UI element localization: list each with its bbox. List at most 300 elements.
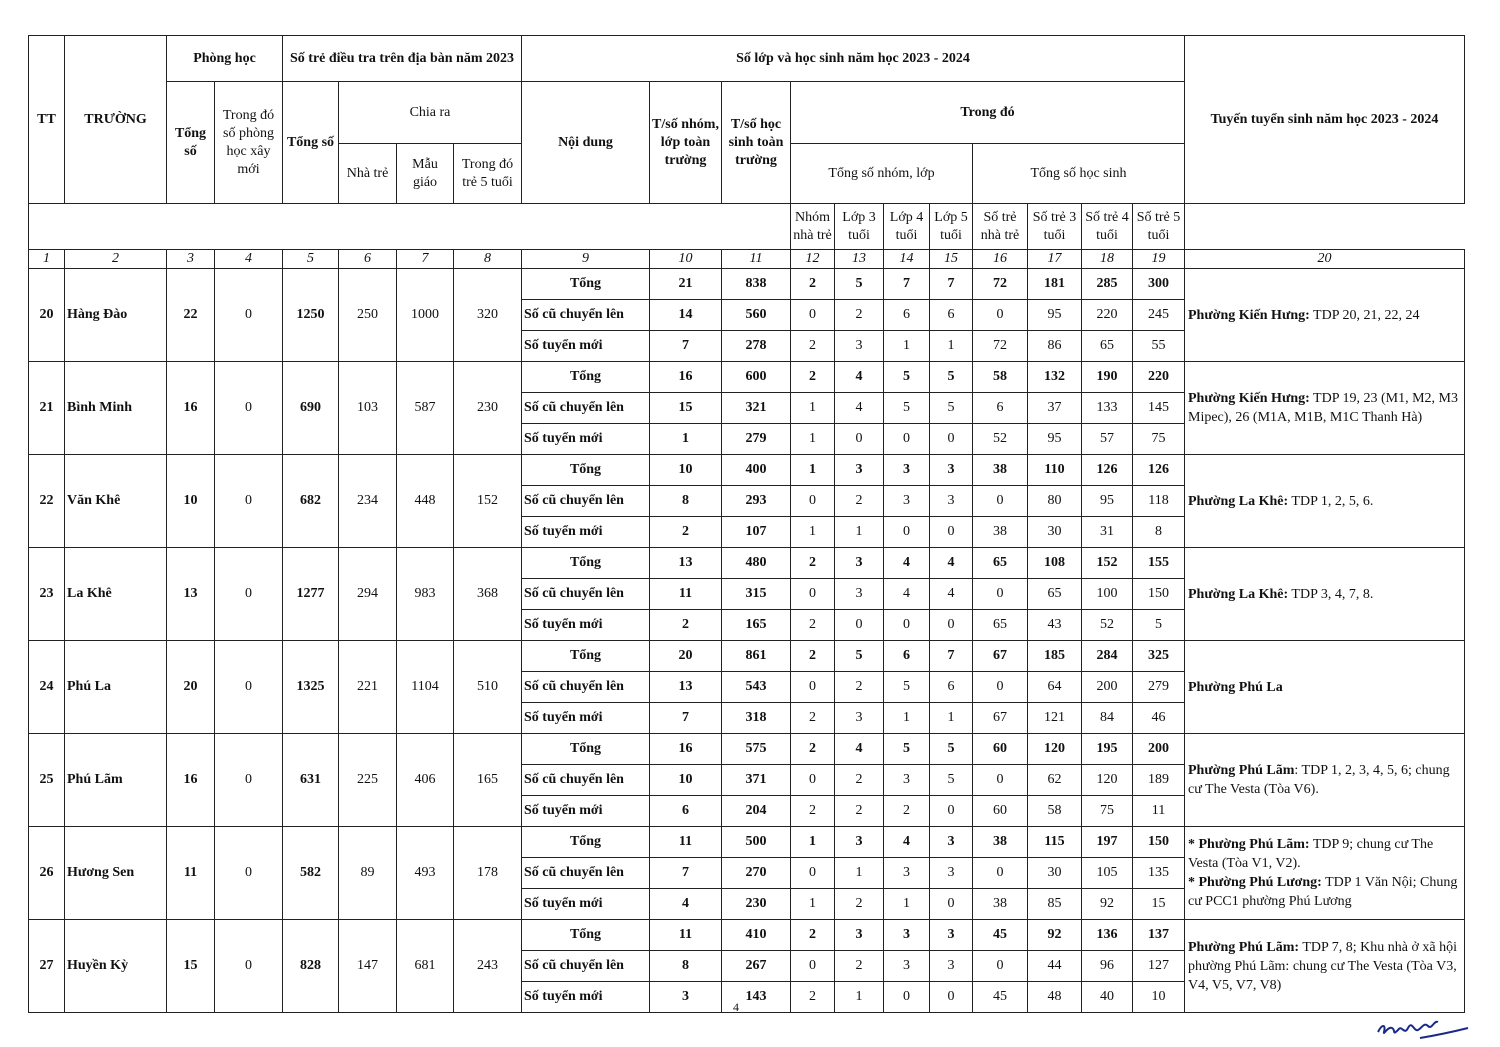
cell-value: 4 (835, 734, 884, 765)
cell-value: 84 (1082, 703, 1133, 734)
children-nha-tre: 294 (339, 548, 397, 641)
cell-value: 5 (930, 765, 973, 796)
header-so-tre-dieu-tra: Số trẻ điều tra trên địa bàn năm 2023 (283, 36, 522, 82)
cell-value: 245 (1133, 300, 1185, 331)
rooms-new: 0 (215, 362, 283, 455)
col-number: 2 (65, 250, 167, 269)
row-label: Số cũ chuyển lên (522, 858, 650, 889)
enrollment-table-sheet (28, 35, 1464, 1003)
enrollment-area (1185, 455, 1465, 548)
rooms-new: 0 (215, 827, 283, 920)
row-label: Số cũ chuyển lên (522, 579, 650, 610)
cell-value: 0 (930, 982, 973, 1013)
cell-value: 72 (973, 331, 1028, 362)
header-lop4: Lớp 4 tuổi (884, 204, 930, 250)
cell-value: 0 (835, 610, 884, 641)
children-mau-giao: 448 (397, 455, 454, 548)
row-label: Số tuyển mới (522, 982, 650, 1013)
col-number: 5 (283, 250, 339, 269)
enrollment-area (1185, 734, 1465, 827)
cell-value: 72 (973, 269, 1028, 300)
children-five: 243 (454, 920, 522, 1013)
cell-value: 85 (1028, 889, 1082, 920)
area-ward: Phường Kiến Hưng: (1188, 391, 1310, 406)
cell-value: 8 (1133, 517, 1185, 548)
school-number: 21 (29, 362, 65, 455)
area-detail: : TDP 1, 2, 3, 4, 5, 6; chung cư The Vesta (Tòa V6). (1188, 763, 1450, 797)
cell-value: 3 (835, 331, 884, 362)
header-rooms-total: Tổng số (167, 82, 215, 204)
cell-value: 0 (930, 610, 973, 641)
cell-value: 11 (650, 579, 722, 610)
cell-value: 135 (1133, 858, 1185, 889)
children-total: 682 (283, 455, 339, 548)
cell-value: 38 (973, 455, 1028, 486)
school-name: Phú La (65, 641, 167, 734)
cell-value: 92 (1082, 889, 1133, 920)
rooms-new: 0 (215, 269, 283, 362)
row-label: Số tuyển mới (522, 517, 650, 548)
cell-value: 293 (722, 486, 791, 517)
header-trong-do-5tuoi: Trong đó trẻ 5 tuổi (454, 144, 522, 204)
cell-value: 15 (650, 393, 722, 424)
children-mau-giao: 587 (397, 362, 454, 455)
cell-value: 2 (835, 765, 884, 796)
children-mau-giao: 1000 (397, 269, 454, 362)
cell-value: 325 (1133, 641, 1185, 672)
header-ts-hs: T/số học sinh toàn trường (722, 82, 791, 204)
cell-value: 2 (791, 703, 835, 734)
row-label: Tổng (522, 641, 650, 672)
cell-value: 100 (1082, 579, 1133, 610)
school-name: Hàng Đào (65, 269, 167, 362)
rooms-total: 16 (167, 362, 215, 455)
cell-value: 5 (930, 734, 973, 765)
cell-value: 120 (1082, 765, 1133, 796)
cell-value: 16 (650, 362, 722, 393)
children-nha-tre: 89 (339, 827, 397, 920)
cell-value: 6 (884, 641, 930, 672)
cell-value: 3 (835, 455, 884, 486)
school-name: Phú Lãm (65, 734, 167, 827)
cell-value: 3 (835, 920, 884, 951)
cell-value: 3 (650, 982, 722, 1013)
cell-value: 4 (930, 579, 973, 610)
cell-value: 55 (1133, 331, 1185, 362)
cell-value: 4 (930, 548, 973, 579)
col-number: 4 (215, 250, 283, 269)
children-mau-giao: 681 (397, 920, 454, 1013)
cell-value: 195 (1082, 734, 1133, 765)
header-tong-so-hs: Tổng số học sinh (973, 144, 1185, 204)
school-number: 20 (29, 269, 65, 362)
cell-value: 7 (650, 858, 722, 889)
header-lop5: Lớp 5 tuổi (930, 204, 973, 250)
cell-value: 0 (884, 982, 930, 1013)
header-ts-nhom: T/số nhóm, lớp toàn trường (650, 82, 722, 204)
cell-value: 64 (1028, 672, 1082, 703)
row-label: Tổng (522, 548, 650, 579)
rooms-total: 20 (167, 641, 215, 734)
cell-value: 2 (791, 331, 835, 362)
header-phong-hoc: Phòng học (167, 36, 283, 82)
cell-value: 38 (973, 827, 1028, 858)
cell-value: 107 (722, 517, 791, 548)
table-row (29, 827, 1465, 858)
header-nha-tre: Nhà trẻ (339, 144, 397, 204)
cell-value: 65 (973, 610, 1028, 641)
cell-value: 5 (835, 269, 884, 300)
school-name: Huyền Kỳ (65, 920, 167, 1013)
cell-value: 4 (884, 827, 930, 858)
cell-value: 197 (1082, 827, 1133, 858)
area-detail: TDP 7, 8; Khu nhà ở xã hội phường Phú Lãm: chung cư The Vesta (Tòa V3, V4, V5, V7, V8) (1188, 939, 1457, 993)
cell-value: 3 (835, 827, 884, 858)
cell-value: 3 (884, 858, 930, 889)
table-row (29, 269, 1465, 300)
header-chia-ra: Chia ra (339, 82, 522, 144)
area-detail: TDP 1 Văn Nội; Chung cư PCC1 phường Phú Lương (1188, 875, 1458, 909)
col-number: 8 (454, 250, 522, 269)
cell-value: 3 (884, 765, 930, 796)
area-ward: Phường Kiến Hưng: (1188, 307, 1310, 323)
cell-value: 3 (835, 548, 884, 579)
col-number: 12 (791, 250, 835, 269)
col-number: 1 (29, 250, 65, 269)
cell-value: 185 (1028, 641, 1082, 672)
row-label: Tổng (522, 362, 650, 393)
cell-value: 14 (650, 300, 722, 331)
cell-value: 1 (791, 889, 835, 920)
header-tre4: Số trẻ 4 tuổi (1082, 204, 1133, 250)
row-label: Số tuyển mới (522, 703, 650, 734)
cell-value: 1 (791, 455, 835, 486)
school-name: Hương Sen (65, 827, 167, 920)
cell-value: 105 (1082, 858, 1133, 889)
cell-value: 2 (650, 610, 722, 641)
cell-value: 7 (930, 269, 973, 300)
cell-value: 13 (650, 548, 722, 579)
cell-value: 838 (722, 269, 791, 300)
cell-value: 7 (884, 269, 930, 300)
cell-value: 1 (930, 331, 973, 362)
table-row (29, 548, 1465, 579)
cell-value: 220 (1082, 300, 1133, 331)
cell-value: 120 (1028, 734, 1082, 765)
cell-value: 65 (1082, 331, 1133, 362)
school-number: 25 (29, 734, 65, 827)
cell-value: 150 (1133, 827, 1185, 858)
cell-value: 60 (973, 734, 1028, 765)
cell-value: 5 (1133, 610, 1185, 641)
row-label: Tổng (522, 455, 650, 486)
cell-value: 30 (1028, 517, 1082, 548)
cell-value: 190 (1082, 362, 1133, 393)
area-ward: * Phường Phú Lương: (1188, 875, 1322, 890)
cell-value: 575 (722, 734, 791, 765)
row-label: Số cũ chuyển lên (522, 765, 650, 796)
area-ward: Phường La Khê: (1188, 493, 1289, 509)
cell-value: 137 (1133, 920, 1185, 951)
col-number: 7 (397, 250, 454, 269)
header-trong-do: Trong đó (791, 82, 1185, 144)
col-number: 6 (339, 250, 397, 269)
children-total: 690 (283, 362, 339, 455)
cell-value: 8 (650, 486, 722, 517)
cell-value: 0 (973, 765, 1028, 796)
cell-value: 108 (1028, 548, 1082, 579)
children-five: 320 (454, 269, 522, 362)
cell-value: 6 (650, 796, 722, 827)
enrollment-area (1185, 827, 1465, 920)
cell-value: 152 (1082, 548, 1133, 579)
cell-value: 0 (791, 579, 835, 610)
cell-value: 2 (791, 734, 835, 765)
school-name: La Khê (65, 548, 167, 641)
cell-value: 3 (930, 951, 973, 982)
cell-value: 2 (791, 269, 835, 300)
cell-value: 200 (1082, 672, 1133, 703)
school-number: 24 (29, 641, 65, 734)
cell-value: 200 (1133, 734, 1185, 765)
cell-value: 155 (1133, 548, 1185, 579)
cell-value: 3 (930, 858, 973, 889)
cell-value: 0 (973, 579, 1028, 610)
rooms-new: 0 (215, 548, 283, 641)
cell-value: 5 (884, 362, 930, 393)
cell-value: 410 (722, 920, 791, 951)
cell-value: 5 (884, 393, 930, 424)
cell-value: 57 (1082, 424, 1133, 455)
row-label: Số cũ chuyển lên (522, 486, 650, 517)
cell-value: 861 (722, 641, 791, 672)
children-five: 368 (454, 548, 522, 641)
col-number: 18 (1082, 250, 1133, 269)
row-label: Số tuyển mới (522, 424, 650, 455)
row-label: Số cũ chuyển lên (522, 672, 650, 703)
school-number: 27 (29, 920, 65, 1013)
header-nhom-nha-tre: Nhóm nhà trẻ (791, 204, 835, 250)
cell-value: 13 (650, 672, 722, 703)
cell-value: 480 (722, 548, 791, 579)
cell-value: 45 (973, 920, 1028, 951)
cell-value: 0 (973, 300, 1028, 331)
row-label: Tổng (522, 827, 650, 858)
cell-value: 3 (930, 920, 973, 951)
row-label: Tổng (522, 269, 650, 300)
signature-mark (1372, 1006, 1472, 1046)
cell-value: 1 (835, 982, 884, 1013)
cell-value: 0 (884, 610, 930, 641)
cell-value: 67 (973, 641, 1028, 672)
cell-value: 2 (791, 796, 835, 827)
rooms-new: 0 (215, 641, 283, 734)
cell-value: 5 (930, 362, 973, 393)
header-tre3: Số trẻ 3 tuổi (1028, 204, 1082, 250)
cell-value: 0 (884, 424, 930, 455)
cell-value: 230 (722, 889, 791, 920)
cell-value: 371 (722, 765, 791, 796)
cell-value: 318 (722, 703, 791, 734)
col-number: 16 (973, 250, 1028, 269)
cell-value: 5 (884, 672, 930, 703)
area-ward: Phường Phú Lãm (1188, 763, 1295, 778)
cell-value: 0 (930, 889, 973, 920)
cell-value: 1 (884, 889, 930, 920)
cell-value: 7 (650, 331, 722, 362)
children-five: 165 (454, 734, 522, 827)
cell-value: 58 (973, 362, 1028, 393)
cell-value: 1 (930, 703, 973, 734)
row-label: Số tuyển mới (522, 889, 650, 920)
cell-value: 3 (930, 827, 973, 858)
rooms-new: 0 (215, 920, 283, 1013)
children-total: 1277 (283, 548, 339, 641)
cell-value: 92 (1028, 920, 1082, 951)
children-five: 230 (454, 362, 522, 455)
cell-value: 40 (1082, 982, 1133, 1013)
cell-value: 2 (791, 920, 835, 951)
cell-value: 267 (722, 951, 791, 982)
area-detail: TDP 3, 4, 7, 8. (1288, 586, 1374, 602)
table-row (29, 920, 1465, 951)
table-row (29, 362, 1465, 393)
cell-value: 189 (1133, 765, 1185, 796)
cell-value: 0 (973, 672, 1028, 703)
children-total: 828 (283, 920, 339, 1013)
children-mau-giao: 983 (397, 548, 454, 641)
row-label: Tổng (522, 734, 650, 765)
children-five: 152 (454, 455, 522, 548)
cell-value: 0 (791, 672, 835, 703)
cell-value: 2 (791, 548, 835, 579)
cell-value: 2 (791, 982, 835, 1013)
area-detail: TDP 9; chung cư The Vesta (Tòa V1, V2). (1188, 837, 1434, 871)
school-number: 23 (29, 548, 65, 641)
rooms-total: 11 (167, 827, 215, 920)
cell-value: 8 (650, 951, 722, 982)
cell-value: 16 (650, 734, 722, 765)
cell-value: 127 (1133, 951, 1185, 982)
row-label: Số cũ chuyển lên (522, 951, 650, 982)
cell-value: 75 (1082, 796, 1133, 827)
cell-value: 10 (650, 765, 722, 796)
cell-value: 1 (884, 703, 930, 734)
cell-value: 6 (884, 300, 930, 331)
children-five: 178 (454, 827, 522, 920)
cell-value: 86 (1028, 331, 1082, 362)
cell-value: 75 (1133, 424, 1185, 455)
enrollment-area (1185, 920, 1465, 1013)
area-ward: Phường La Khê: (1188, 586, 1289, 602)
children-total: 582 (283, 827, 339, 920)
school-number: 26 (29, 827, 65, 920)
cell-value: 65 (1028, 579, 1082, 610)
table-row (29, 455, 1465, 486)
enrollment-area (1185, 362, 1465, 455)
cell-value: 2 (835, 796, 884, 827)
cell-value: 4 (835, 393, 884, 424)
cell-value: 300 (1133, 269, 1185, 300)
rooms-new: 0 (215, 734, 283, 827)
cell-value: 2 (835, 889, 884, 920)
cell-value: 3 (884, 486, 930, 517)
children-nha-tre: 103 (339, 362, 397, 455)
area-ward: Phường Phú Lãm: (1188, 939, 1300, 955)
cell-value: 1 (791, 827, 835, 858)
children-total: 631 (283, 734, 339, 827)
col-number: 20 (1185, 250, 1465, 269)
cell-value: 80 (1028, 486, 1082, 517)
cell-value: 500 (722, 827, 791, 858)
cell-value: 2 (791, 641, 835, 672)
cell-value: 126 (1082, 455, 1133, 486)
cell-value: 11 (1133, 796, 1185, 827)
cell-value: 4 (884, 548, 930, 579)
cell-value: 1 (835, 517, 884, 548)
cell-value: 43 (1028, 610, 1082, 641)
area-detail: TDP 19, 23 (M1, M2, M3 Mipec), 26 (M1A, M1B, M1C Thanh Hà) (1188, 391, 1458, 425)
cell-value: 3 (835, 579, 884, 610)
cell-value: 3 (835, 703, 884, 734)
cell-value: 204 (722, 796, 791, 827)
header-mau-giao: Mẫu giáo (397, 144, 454, 204)
cell-value: 315 (722, 579, 791, 610)
cell-value: 133 (1082, 393, 1133, 424)
area-detail: TDP 1, 2, 5, 6. (1288, 493, 1374, 509)
children-nha-tre: 221 (339, 641, 397, 734)
enrollment-table (28, 35, 1465, 1013)
cell-value: 31 (1082, 517, 1133, 548)
col-number: 11 (722, 250, 791, 269)
cell-value: 270 (722, 858, 791, 889)
cell-value: 165 (722, 610, 791, 641)
cell-value: 3 (884, 951, 930, 982)
table-row (29, 734, 1465, 765)
col-number: 14 (884, 250, 930, 269)
cell-value: 3 (930, 486, 973, 517)
header-tong-so-nhom-lop: Tổng số nhóm, lớp (791, 144, 973, 204)
row-label: Tổng (522, 920, 650, 951)
table-row (29, 641, 1465, 672)
cell-value: 0 (791, 300, 835, 331)
cell-value: 110 (1028, 455, 1082, 486)
cell-value: 11 (650, 920, 722, 951)
col-number: 19 (1133, 250, 1185, 269)
cell-value: 0 (791, 858, 835, 889)
cell-value: 5 (884, 734, 930, 765)
rooms-new: 0 (215, 455, 283, 548)
area-ward: * Phường Phú Lãm: (1188, 837, 1310, 852)
header-children-total: Tổng số (283, 82, 339, 204)
cell-value: 1 (791, 517, 835, 548)
cell-value: 46 (1133, 703, 1185, 734)
cell-value: 2 (835, 300, 884, 331)
children-nha-tre: 234 (339, 455, 397, 548)
row-label: Số tuyển mới (522, 796, 650, 827)
enrollment-area (1185, 548, 1465, 641)
row-label: Số cũ chuyển lên (522, 393, 650, 424)
cell-value: 2 (835, 486, 884, 517)
cell-value: 6 (973, 393, 1028, 424)
cell-value: 62 (1028, 765, 1082, 796)
cell-value: 3 (884, 455, 930, 486)
cell-value: 2 (884, 796, 930, 827)
row-label: Số tuyển mới (522, 331, 650, 362)
cell-value: 38 (973, 517, 1028, 548)
cell-value: 48 (1028, 982, 1082, 1013)
page-number: 4 (733, 1000, 739, 1014)
